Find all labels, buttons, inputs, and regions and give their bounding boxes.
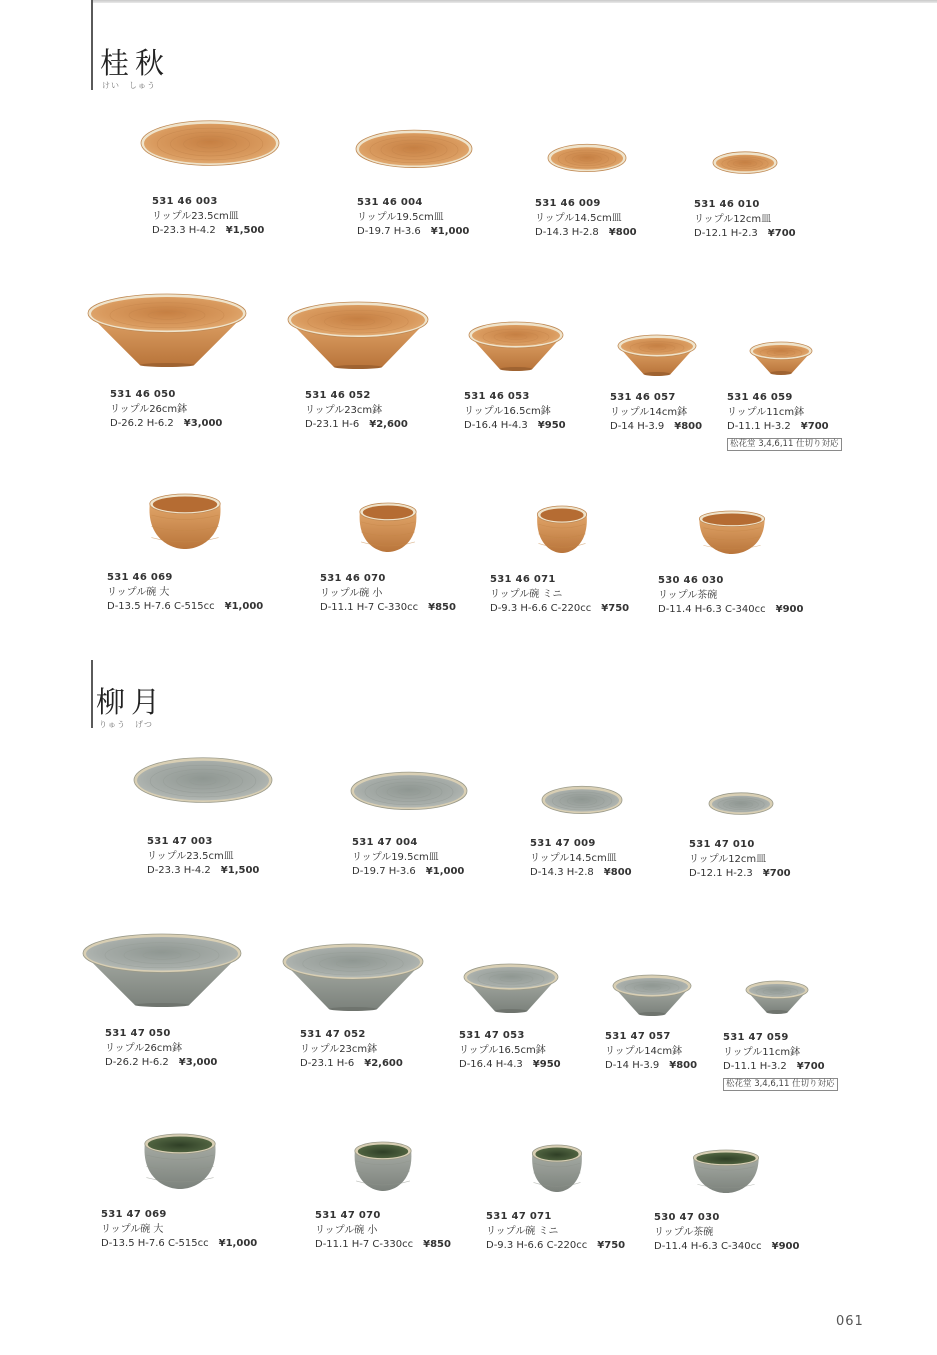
compatibility-note: 松花堂 3,4,6,11 仕切り対応 bbox=[727, 438, 842, 451]
product-dimensions: D-23.3 H-4.2 bbox=[147, 865, 211, 877]
bowl-image bbox=[82, 933, 242, 1007]
product-dimensions: D-16.4 H-4.3 bbox=[459, 1059, 523, 1071]
product-price: ¥1,500 bbox=[225, 225, 265, 237]
product-price: ¥950 bbox=[537, 420, 566, 432]
product-name: リップル茶碗 bbox=[658, 589, 718, 601]
section-rule-keishu bbox=[91, 0, 93, 90]
product-caption bbox=[530, 837, 632, 881]
product-code: 531 46 057 bbox=[610, 392, 676, 403]
product-caption bbox=[101, 1208, 257, 1252]
product-caption bbox=[459, 1029, 561, 1073]
product-dimensions: D-14 H-3.9 bbox=[605, 1060, 660, 1072]
product-price: ¥700 bbox=[767, 228, 796, 240]
bowl-image bbox=[745, 980, 809, 1014]
product-price: ¥1,500 bbox=[220, 865, 260, 877]
product-caption bbox=[610, 391, 702, 435]
product-price: ¥3,000 bbox=[183, 418, 223, 430]
cup-image bbox=[140, 1133, 220, 1191]
product-name: リップル碗 小 bbox=[315, 1224, 378, 1236]
product-code: 531 46 053 bbox=[464, 391, 530, 402]
product-caption bbox=[694, 198, 796, 242]
product-price: ¥1,000 bbox=[218, 1238, 258, 1250]
section-rule-ryugetsu bbox=[91, 660, 93, 728]
product-dimensions: D-11.4 H-6.3 C-340cc bbox=[658, 604, 766, 616]
product-dimensions: D-26.2 H-6.2 bbox=[105, 1057, 169, 1069]
product-price: ¥1,000 bbox=[224, 601, 264, 613]
section-title-ryugetsu: 柳月 bbox=[96, 685, 167, 719]
product-caption bbox=[305, 389, 408, 433]
product-price: ¥750 bbox=[597, 1240, 626, 1252]
product-caption bbox=[727, 391, 842, 451]
product-caption bbox=[535, 197, 637, 241]
product-caption bbox=[147, 835, 259, 879]
product-code: 531 47 010 bbox=[689, 839, 755, 850]
product-code: 531 47 009 bbox=[530, 838, 596, 849]
product-name: リップル16.5cm鉢 bbox=[459, 1044, 546, 1056]
teabowl-image bbox=[692, 1149, 760, 1195]
product-dimensions: D-11.4 H-6.3 C-340cc bbox=[654, 1241, 762, 1253]
product-price: ¥700 bbox=[762, 868, 791, 880]
product-price: ¥850 bbox=[428, 602, 456, 614]
product-code: 531 47 003 bbox=[147, 836, 213, 847]
plate-image bbox=[707, 791, 775, 821]
product-name: リップル碗 ミニ bbox=[486, 1225, 559, 1237]
bowl-image bbox=[617, 334, 697, 376]
bowl-image bbox=[287, 301, 429, 369]
bowl-image bbox=[282, 943, 424, 1011]
product-code: 531 46 004 bbox=[357, 197, 423, 208]
top-rule bbox=[92, 0, 937, 3]
product-caption bbox=[658, 574, 803, 618]
product-price: ¥2,600 bbox=[369, 419, 408, 431]
product-dimensions: D-26.2 H-6.2 bbox=[110, 418, 174, 430]
product-code: 531 46 069 bbox=[107, 572, 173, 583]
plate-image bbox=[711, 150, 779, 180]
product-caption bbox=[107, 571, 263, 615]
product-dimensions: D-13.5 H-7.6 C-515cc bbox=[107, 601, 215, 613]
product-dimensions: D-14.3 H-2.8 bbox=[530, 867, 594, 879]
product-caption bbox=[486, 1210, 625, 1254]
product-dimensions: D-14.3 H-2.8 bbox=[535, 227, 599, 239]
page-number: 061 bbox=[836, 1314, 864, 1329]
product-code: 531 46 050 bbox=[110, 389, 176, 400]
product-dimensions: D-9.3 H-6.6 C-220cc bbox=[486, 1240, 588, 1252]
product-code: 531 46 059 bbox=[727, 392, 793, 403]
product-price: ¥800 bbox=[669, 1060, 698, 1072]
plate-image bbox=[546, 142, 628, 180]
product-dimensions: D-23.1 H-6 bbox=[305, 419, 360, 431]
bowl-image bbox=[612, 974, 692, 1016]
product-dimensions: D-11.1 H-7 C-330cc bbox=[315, 1239, 414, 1251]
product-code: 531 46 010 bbox=[694, 199, 760, 210]
product-dimensions: D-12.1 H-2.3 bbox=[694, 228, 758, 240]
product-code: 531 46 071 bbox=[490, 574, 556, 585]
product-dimensions: D-19.7 H-3.6 bbox=[352, 866, 416, 878]
product-name: リップル19.5cm皿 bbox=[357, 211, 444, 223]
product-dimensions: D-13.5 H-7.6 C-515cc bbox=[101, 1238, 209, 1250]
product-name: リップル14cm鉢 bbox=[605, 1045, 683, 1057]
product-name: リップル23.5cm皿 bbox=[152, 210, 239, 222]
product-dimensions: D-11.1 H-3.2 bbox=[727, 421, 791, 433]
product-dimensions: D-16.4 H-4.3 bbox=[464, 420, 528, 432]
plate-image bbox=[354, 127, 474, 179]
product-name: リップル12cm皿 bbox=[694, 213, 772, 225]
product-price: ¥2,600 bbox=[364, 1058, 403, 1070]
bowl-image bbox=[468, 321, 564, 371]
product-price: ¥700 bbox=[796, 1061, 825, 1073]
product-code: 531 47 071 bbox=[486, 1211, 552, 1222]
product-name: リップル茶碗 bbox=[654, 1226, 714, 1238]
product-dimensions: D-14 H-3.9 bbox=[610, 421, 665, 433]
plate-image bbox=[132, 754, 274, 816]
product-caption bbox=[110, 388, 222, 432]
product-dimensions: D-19.7 H-3.6 bbox=[357, 226, 421, 238]
product-name: リップル16.5cm鉢 bbox=[464, 405, 551, 417]
product-code: 531 47 059 bbox=[723, 1032, 789, 1043]
product-name: リップル11cm鉢 bbox=[723, 1046, 801, 1058]
product-code: 530 46 030 bbox=[658, 575, 724, 586]
product-caption bbox=[315, 1209, 451, 1253]
product-code: 531 46 009 bbox=[535, 198, 601, 209]
product-price: ¥800 bbox=[608, 227, 637, 239]
compatibility-note: 松花堂 3,4,6,11 仕切り対応 bbox=[723, 1078, 838, 1091]
product-name: リップル23cm鉢 bbox=[300, 1043, 378, 1055]
plate-image bbox=[139, 117, 281, 179]
product-name: リップル碗 大 bbox=[107, 586, 170, 598]
product-price: ¥3,000 bbox=[178, 1057, 218, 1069]
teabowl-image bbox=[698, 510, 766, 556]
cup-image bbox=[351, 1141, 415, 1193]
product-caption bbox=[723, 1031, 838, 1091]
product-name: リップル14.5cm皿 bbox=[535, 212, 622, 224]
section-title-keishu: 桂秋 bbox=[100, 46, 171, 80]
plate-image bbox=[349, 769, 469, 821]
product-name: リップル14cm鉢 bbox=[610, 406, 688, 418]
product-code: 531 46 052 bbox=[305, 390, 371, 401]
product-price: ¥950 bbox=[532, 1059, 561, 1071]
cup-image bbox=[529, 1144, 585, 1194]
product-name: リップル12cm皿 bbox=[689, 853, 767, 865]
product-name: リップル碗 大 bbox=[101, 1223, 164, 1235]
product-code: 531 47 004 bbox=[352, 837, 418, 848]
product-name: リップル碗 小 bbox=[320, 587, 383, 599]
product-name: リップル26cm鉢 bbox=[110, 403, 188, 415]
section-ruby-ryugetsu: りゅう げつ bbox=[99, 720, 153, 729]
product-name: リップル26cm鉢 bbox=[105, 1042, 183, 1054]
cup-image bbox=[534, 505, 590, 555]
product-price: ¥800 bbox=[603, 867, 632, 879]
product-caption bbox=[105, 1027, 217, 1071]
product-dimensions: D-11.1 H-3.2 bbox=[723, 1061, 787, 1073]
product-name: リップル23cm鉢 bbox=[305, 404, 383, 416]
product-dimensions: D-23.3 H-4.2 bbox=[152, 225, 216, 237]
product-caption bbox=[357, 196, 469, 240]
product-code: 531 47 053 bbox=[459, 1030, 525, 1041]
product-price: ¥850 bbox=[423, 1239, 451, 1251]
product-code: 531 46 070 bbox=[320, 573, 386, 584]
product-price: ¥900 bbox=[775, 604, 804, 616]
product-name: リップル19.5cm皿 bbox=[352, 851, 439, 863]
product-dimensions: D-23.1 H-6 bbox=[300, 1058, 355, 1070]
product-price: ¥800 bbox=[674, 421, 703, 433]
product-code: 531 47 050 bbox=[105, 1028, 171, 1039]
product-caption bbox=[152, 195, 264, 239]
cup-image bbox=[145, 493, 225, 551]
section-ruby-keishu: けい しゅう bbox=[102, 81, 156, 90]
product-price: ¥1,000 bbox=[425, 866, 465, 878]
product-name: リップル11cm鉢 bbox=[727, 406, 805, 418]
product-price: ¥700 bbox=[800, 421, 829, 433]
product-price: ¥750 bbox=[601, 603, 630, 615]
product-name: リップル23.5cm皿 bbox=[147, 850, 234, 862]
product-caption bbox=[300, 1028, 403, 1072]
product-caption bbox=[320, 572, 456, 616]
product-code: 530 47 030 bbox=[654, 1212, 720, 1223]
product-caption bbox=[654, 1211, 799, 1255]
product-name: リップル14.5cm皿 bbox=[530, 852, 617, 864]
bowl-image bbox=[463, 963, 559, 1013]
product-caption bbox=[490, 573, 629, 617]
product-code: 531 47 052 bbox=[300, 1029, 366, 1040]
bowl-image bbox=[749, 341, 813, 375]
product-code: 531 47 057 bbox=[605, 1031, 671, 1042]
product-caption bbox=[352, 836, 464, 880]
product-dimensions: D-12.1 H-2.3 bbox=[689, 868, 753, 880]
product-price: ¥1,000 bbox=[430, 226, 470, 238]
cup-image bbox=[356, 502, 420, 554]
product-caption bbox=[689, 838, 791, 882]
product-code: 531 46 003 bbox=[152, 196, 218, 207]
product-caption bbox=[605, 1030, 697, 1074]
product-caption bbox=[464, 390, 566, 434]
product-code: 531 47 069 bbox=[101, 1209, 167, 1220]
product-price: ¥900 bbox=[771, 1241, 800, 1253]
product-dimensions: D-11.1 H-7 C-330cc bbox=[320, 602, 419, 614]
product-name: リップル碗 ミニ bbox=[490, 588, 563, 600]
plate-image bbox=[540, 784, 624, 822]
bowl-image bbox=[87, 293, 247, 367]
product-dimensions: D-9.3 H-6.6 C-220cc bbox=[490, 603, 592, 615]
product-code: 531 47 070 bbox=[315, 1210, 381, 1221]
